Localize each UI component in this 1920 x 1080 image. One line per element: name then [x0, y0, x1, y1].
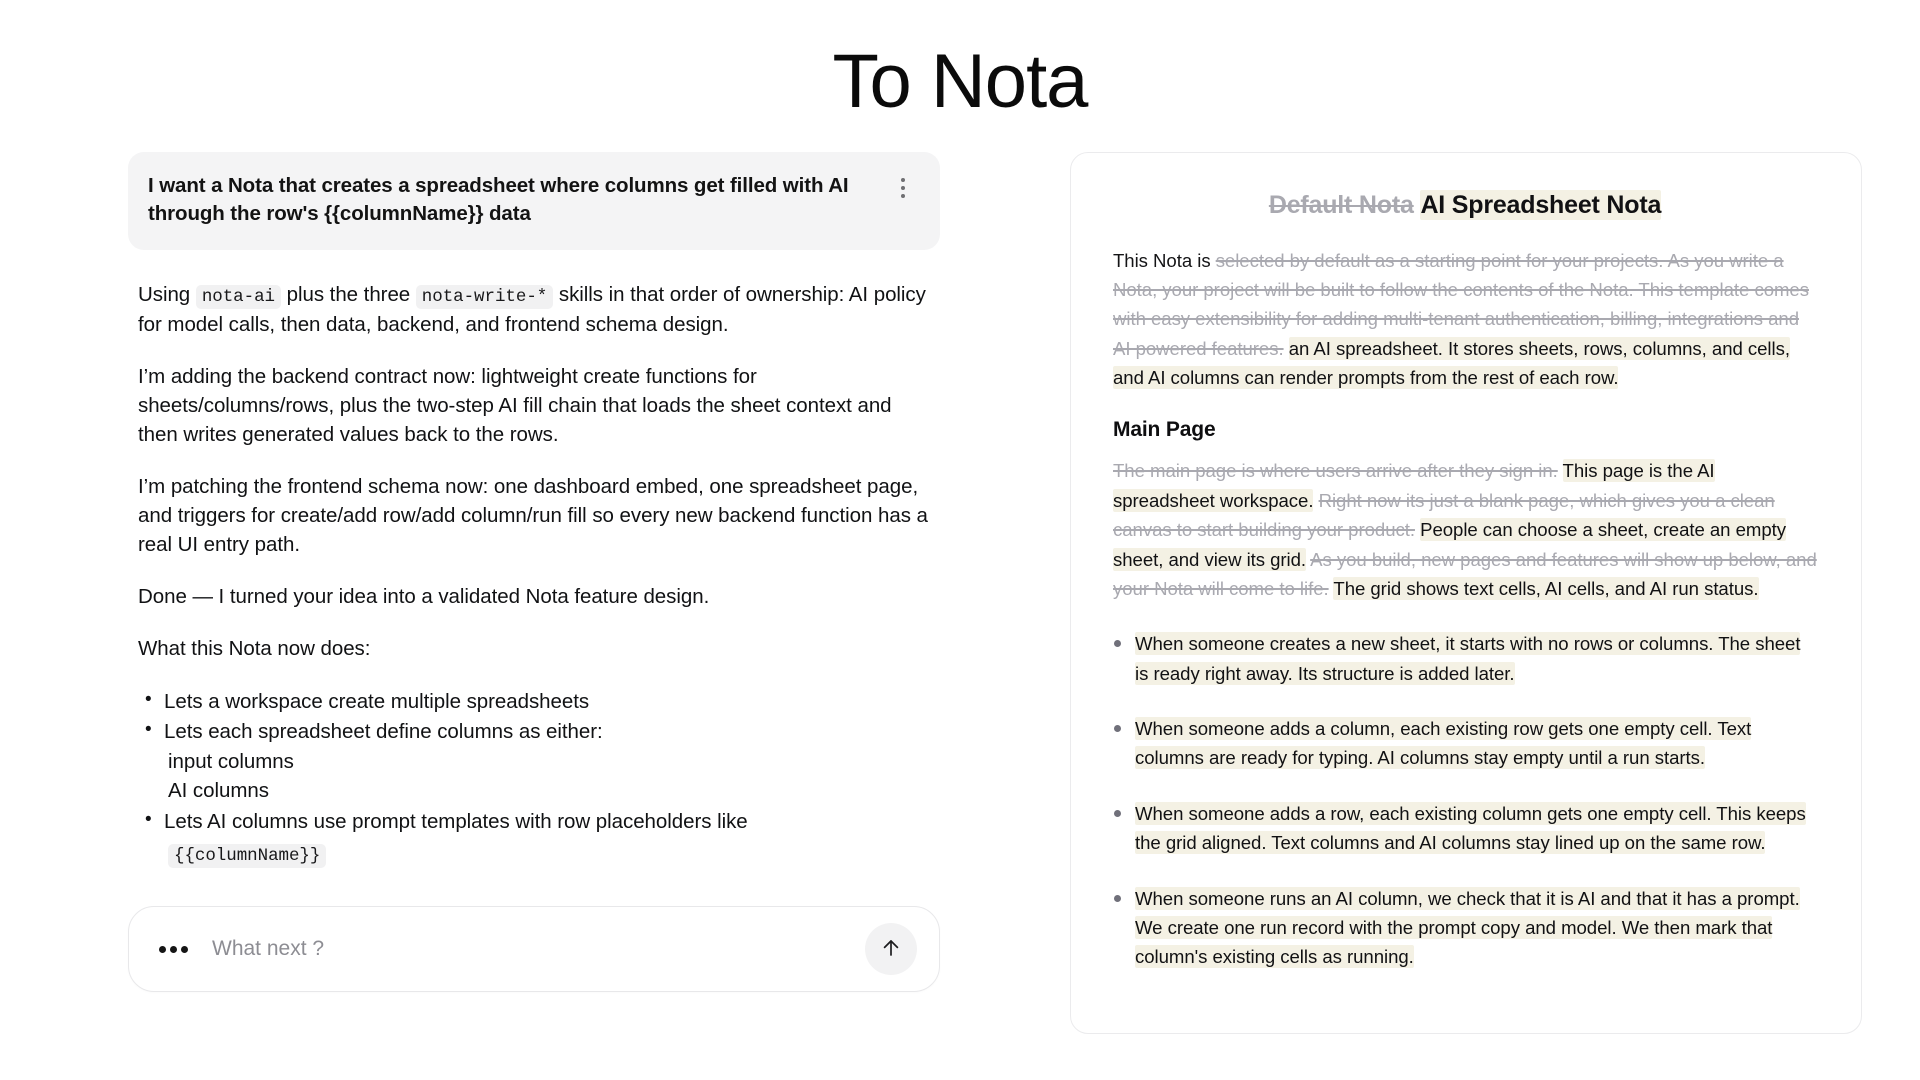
section-segment-deleted: The main page is where users arrive after they sign in. [1113, 460, 1558, 482]
answer-paragraph: Done — I turned your idea into a validated Nota feature design. [138, 585, 710, 609]
user-prompt-card [128, 152, 940, 250]
intro-segment-deleted: selected by default as a starting point for your projects. As you write a Nota, your project will be built to follow the contents of the Nota. This template comes with easy extensibility for adding multi-tenant authentication, billing, integrations and AI powered features. [1113, 249, 1809, 359]
answer-bullet-code-line [164, 839, 932, 869]
intro-segment-inserted: an AI spreadsheet. It stores sheets, rows, columns, and cells, and AI columns can render prompts from the rest of each row. [1113, 337, 1790, 388]
document-section-heading: Main Page [1113, 418, 1216, 442]
document-bullet-item [1113, 884, 1817, 972]
answer-bullet-item: • Lets each spreadsheet define columns as either: input columns AI columns [164, 717, 932, 806]
document-intro-paragraph: This Nota is selected by default as a starting point for your projects. As you write a Nota, your project will be built to follow the contents of the Nota. This template comes with easy extensibility for adding multi-tenant authentication, billing, integrations and AI powered features. an AI spreadsheet. It stores sheets, rows, columns, and cells, and AI columns can render prompts from the rest of each row. [1113, 249, 1809, 388]
inline-code: nota-write-* [416, 285, 553, 309]
page-title: To Nota [832, 39, 1088, 124]
answer-paragraph: I’m patching the frontend schema now: one dashboard embed, one spreadsheet page, and triggers for create/add row/add column/run fill so every new backend function has a real UI entry path. [138, 475, 928, 557]
document-bullet-item [1113, 629, 1817, 688]
assistant-answer [128, 280, 940, 871]
composer-dot [159, 946, 166, 953]
main-layout [0, 152, 1920, 1034]
document-column [1070, 152, 1862, 1034]
kebab-dot [901, 194, 905, 198]
document-bullet-inserted: When someone adds a row, each existing column gets one empty cell. This keeps the grid aligned. Text columns and AI columns stay lined up on the same row. [1135, 802, 1806, 854]
inline-code: nota-ai [196, 285, 281, 309]
composer-input[interactable] [210, 936, 865, 962]
document-body [1113, 246, 1817, 972]
answer-paragraph: What this Nota now does: [138, 637, 371, 661]
answer-bullet-item: • Lets AI columns use prompt templates with row placeholders like {{columnName}} [164, 807, 932, 870]
arrow-up-icon [879, 936, 903, 963]
kebab-menu-icon[interactable] [892, 172, 914, 198]
nota-document-card [1070, 152, 1862, 1034]
answer-bullet-subline: AI columns [168, 779, 269, 803]
answer-bullet-item: • Lets a workspace create multiple spreadsheets [164, 687, 932, 717]
section-segment-inserted: The grid shows text cells, AI cells, and AI run status. [1333, 577, 1759, 599]
document-bullet-list [1113, 629, 1817, 971]
section-segment-inserted: This page is the AI spreadsheet workspace. [1113, 460, 1715, 511]
document-bullet-item [1113, 799, 1817, 858]
answer-paragraph-list [138, 280, 932, 664]
document-title-deleted: Default Nota [1268, 191, 1414, 219]
composer-dot [181, 946, 188, 953]
composer-bar[interactable] [128, 906, 940, 992]
document-bullet-inserted: When someone adds a column, each existing row gets one empty cell. Text columns are ready for typing. AI columns stay empty until a run starts. [1135, 718, 1752, 769]
document-bullet-inserted: When someone creates a new sheet, it starts with no rows or columns. The sheet is ready right away. Its structure is added later. [1135, 633, 1801, 684]
section-segment-deleted: As you build, new pages and features will show up below, and your Nota will come to life. [1113, 548, 1817, 599]
answer-paragraph: Using nota-ai plus the three nota-write-* skills in that order of ownership: AI policy for model calls, then data, backend, and frontend schema design. [138, 282, 926, 336]
composer-dot [170, 946, 177, 953]
answer-bullet-subline: input columns [168, 749, 294, 773]
document-bullet-item [1113, 714, 1817, 773]
document-title [1113, 189, 1817, 222]
document-title-inserted: AI Spreadsheet Nota [1420, 191, 1662, 219]
user-prompt-text: I want a Nota that creates a spreadsheet where columns get filled with AI through the row's {{columnName}} data [148, 174, 849, 225]
send-button[interactable] [865, 923, 917, 975]
more-options-icon[interactable] [159, 946, 188, 953]
section-segment-deleted: Right now its just a blank page, which gives you a clean canvas to start building your product. [1113, 489, 1775, 541]
document-section-paragraph [1113, 456, 1817, 603]
document-bullet-inserted: When someone runs an AI column, we check that it is AI and that it has a prompt. We create one run record with the prompt copy and model. We then mark that column's existing cells as running. [1135, 887, 1800, 968]
kebab-dot [901, 186, 905, 190]
answer-bullet-list [138, 687, 932, 870]
kebab-dot [901, 178, 905, 182]
inline-code: {{columnName}} [168, 844, 326, 868]
answer-paragraph: I’m adding the backend contract now: lightweight create functions for sheets/columns/rows, plus the two-step AI fill chain that loads the sheet context and then writes generated values back to the rows. [138, 364, 892, 446]
section-segment-inserted: People can choose a sheet, create an empty sheet, and view its grid. [1113, 519, 1786, 570]
conversation-column [128, 152, 940, 992]
